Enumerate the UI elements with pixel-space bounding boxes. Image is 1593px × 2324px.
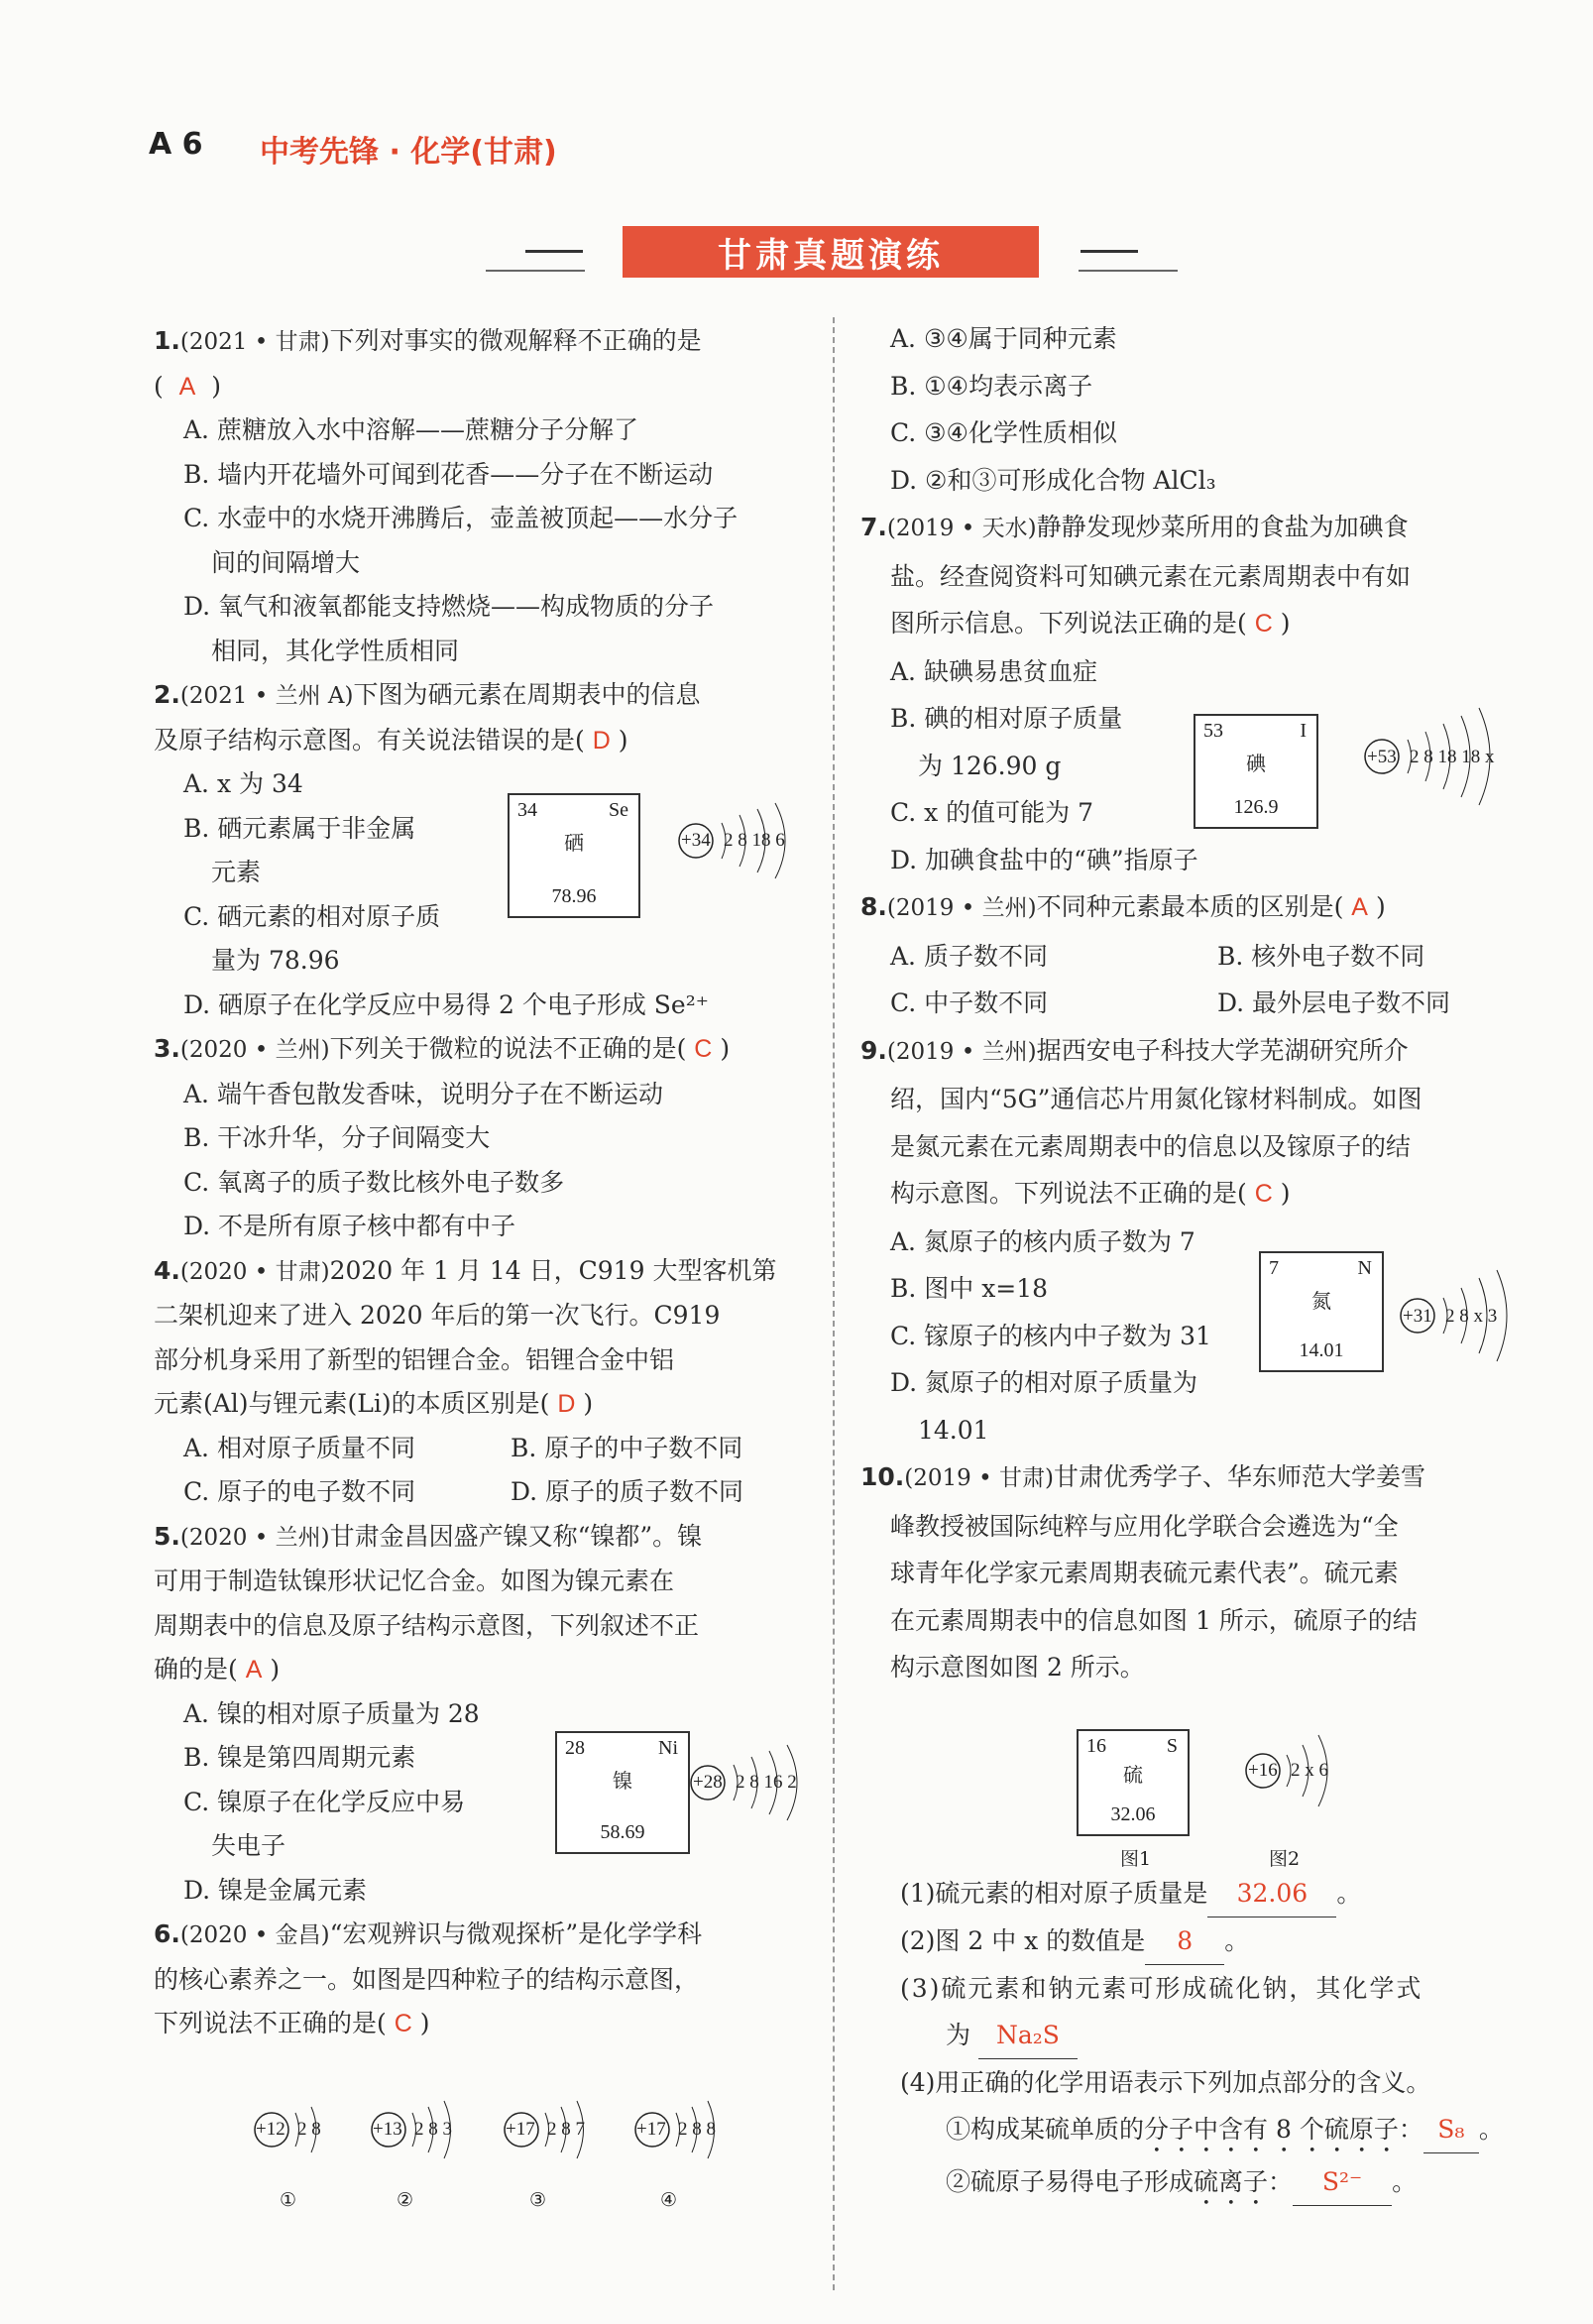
- q1-answer: A: [178, 372, 196, 401]
- q10-stem-4: 在元素周期表中的信息如图 1 所示，硫原子的结: [890, 1605, 1418, 1635]
- q10-sub-3: (3)硫元素和钠元素可形成硫化钠，其化学式: [900, 1974, 1423, 2003]
- q2-option-c-cont: 量为 78.96: [211, 946, 340, 975]
- figure-2-caption: 图2: [1269, 1848, 1301, 1870]
- q3-option-d: D. 不是所有原子核中都有中子: [183, 1212, 516, 1240]
- q10-answer-4b: S²⁻: [1293, 2158, 1392, 2206]
- q4-answer: D: [557, 1390, 576, 1418]
- q9-option-a: A. 氮原子的核内质子数为 7: [890, 1226, 1195, 1256]
- q6-stem-3: 下列说法不正确的是( C ): [154, 2009, 430, 2037]
- q7-option-a: A. 缺碘易患贫血症: [890, 656, 1097, 686]
- q5-stem-3: 周期表中的信息及原子结构示意图，下列叙述不正: [154, 1610, 700, 1640]
- selenium-element-card: 34 Se 硒 78.96: [508, 793, 640, 918]
- figure-1-caption: 图1: [1120, 1848, 1152, 1870]
- q5-option-d: D. 镍是金属元素: [183, 1875, 368, 1905]
- page-number: A 6: [149, 127, 203, 162]
- q2-option-c: C. 硒元素的相对原子质: [183, 901, 441, 931]
- nitrogen-element-card: 7 N 氮 14.01: [1259, 1251, 1384, 1372]
- banner-rule-left: [525, 250, 583, 253]
- q5-stem: 5.(2020 • 兰州)甘肃金昌因盛产镍又称“镍都”。镍: [154, 1521, 703, 1551]
- q1-option-b: B. 墙内开花墙外可闻到花香——分子在不断运动: [183, 459, 714, 489]
- q5-option-c-cont: 失电子: [211, 1831, 286, 1860]
- q9-option-d-cont: 14.01: [918, 1415, 989, 1445]
- q5-stem-4: 确的是( A ): [154, 1655, 281, 1684]
- q4-options-ab: A. 相对原子质量不同 B. 原子的中子数不同: [183, 1433, 743, 1462]
- q1-option-a: A. 蔗糖放入水中溶解——蔗糖分子分解了: [183, 415, 638, 444]
- q4-stem-2: 二架机迎来了进入 2020 年后的第一次飞行。C919: [154, 1301, 721, 1330]
- q10-stem: 10.(2019 • 甘肃)甘肃优秀学子、华东师范大学姜雪: [860, 1462, 1425, 1491]
- q1-stem: 1.(2021 • 甘肃)下列对事实的微观解释不正确的是: [154, 326, 702, 355]
- q9-stem-2: 绍，国内“5G”通信芯片用氮化镓材料制成。如图: [890, 1085, 1422, 1113]
- q8-stem: 8.(2019 • 兰州)不同种元素最本质的区别是( A ): [860, 892, 1386, 921]
- q7-stem-3: 图所示信息。下列说法正确的是( C ): [890, 609, 1291, 638]
- q10-sub-3-cont: 为 Na₂S: [900, 2012, 1535, 2059]
- q4-stem-4: 元素(Al)与锂元素(Li)的本质区别是( D ): [154, 1389, 594, 1418]
- q5-option-b: B. 镍是第四周期元素: [183, 1743, 416, 1772]
- q10-subquestions: [900, 1870, 1535, 2211]
- q2-answer: D: [592, 726, 611, 755]
- q7-answer: C: [1254, 610, 1273, 638]
- nickel-element-card: 28 Ni 镍 58.69: [555, 1731, 690, 1854]
- q4-options-cd: C. 原子的电子数不同 D. 原子的质子数不同: [183, 1477, 744, 1506]
- q2-stem: 2.(2021 • 兰州 A)下图为硒元素在周期表中的信息: [154, 680, 701, 709]
- q8-options-ab: A. 质子数不同 B. 核外电子数不同: [890, 941, 1425, 971]
- q1-option-c-cont: 间的间隔增大: [211, 547, 361, 577]
- q10-answer-1: 32.06: [1207, 1870, 1336, 1917]
- q1-option-d: D. 氧气和液氧都能支持燃烧——构成物质的分子: [183, 592, 715, 621]
- q2-option-a: A. x 为 34: [183, 769, 303, 798]
- q6-option-b: B. ①④均表示离子: [890, 371, 1093, 401]
- q3-stem: 3.(2020 • 兰州)下列关于微粒的说法不正确的是( C ): [154, 1034, 731, 1063]
- q1-answer-line: ( A ): [154, 371, 222, 401]
- section-banner: 甘肃真题演练: [623, 226, 1039, 278]
- q2-stem-2: 及原子结构示意图。有关说法错误的是( D ): [154, 725, 628, 755]
- q6-option-c: C. ③④化学性质相似: [890, 418, 1117, 447]
- q1-option-d-cont: 相同，其化学性质相同: [211, 636, 460, 665]
- q7-option-d: D. 加碘食盐中的“碘”指原子: [890, 845, 1198, 874]
- q7-option-b-cont: 为 126.90 g: [918, 751, 1062, 780]
- q10-answer-2: 8: [1145, 1917, 1224, 1965]
- iodine-element-card: 53 I 碘 126.9: [1194, 714, 1318, 829]
- q7-stem: 7.(2019 • 天水)静静发现炒菜所用的食盐为加碘食: [860, 513, 1409, 541]
- q10-answer-4a: S₈: [1423, 2106, 1479, 2153]
- q3-answer: C: [694, 1035, 713, 1063]
- q9-option-d: D. 氮原子的相对原子质量为: [890, 1368, 1198, 1397]
- right-column: [860, 315, 1515, 1691]
- q7-option-c: C. x 的值可能为 7: [890, 798, 1094, 827]
- q9-option-b: B. 图中 x=18: [890, 1274, 1049, 1303]
- q10-sub-4a: ①构成某硫单质的分子中含有 8 个硫原子： S₈ 。: [900, 2106, 1535, 2158]
- q9-option-c: C. 镓原子的核内中子数为 31: [890, 1321, 1211, 1350]
- q10-sub-2: (2)图 2 中 x 的数值是 8 。: [900, 1917, 1535, 1965]
- q6-stem: 6.(2020 • 金昌)“宏观辨识与微观探析”是化学学科: [154, 1919, 703, 1948]
- q5-option-c: C. 镍原子在化学反应中易: [183, 1787, 466, 1816]
- q3-option-c: C. 氧离子的质子数比核外电子数多: [183, 1167, 565, 1197]
- q9-answer: C: [1254, 1180, 1273, 1208]
- q10-stem-5: 构示意图如图 2 所示。: [890, 1653, 1145, 1682]
- q2-option-d: D. 硒原子在化学反应中易得 2 个电子形成 Se²⁺: [183, 989, 709, 1019]
- banner-rule-right: [1081, 250, 1138, 253]
- q7-stem-2: 盐。经查阅资料可知碘元素在元素周期表中有如: [890, 561, 1412, 591]
- q10-sub-4: (4)用正确的化学用语表示下列加点部分的含义。: [900, 2068, 1431, 2097]
- q10-answer-3: Na₂S: [978, 2012, 1078, 2059]
- q6-stem-2: 的核心素养之一。如图是四种粒子的结构示意图，: [154, 1964, 700, 1994]
- q4-stem-3: 部分机身采用了新型的铝锂合金。铝锂合金中铝: [154, 1344, 675, 1374]
- q1-option-c: C. 水壶中的水烧开沸腾后，壶盖被顶起——水分子: [183, 504, 739, 532]
- q6-option-a: A. ③④属于同种元素: [890, 324, 1117, 353]
- q2-option-b: B. 硒元素属于非金属: [183, 813, 416, 843]
- q10-sub-4b: ②硫原子易得电子形成硫离子： S²⁻ 。: [900, 2158, 1535, 2211]
- banner-rule-left-2: [486, 270, 585, 272]
- q9-stem-3: 是氮元素在元素周期表中的信息以及镓原子的结: [890, 1131, 1412, 1161]
- q7-option-b: B. 碘的相对原子质量: [890, 704, 1123, 733]
- sulfur-element-card: 16 S 硫 32.06: [1077, 1729, 1190, 1836]
- q6-option-d: D. ②和③可形成化合物 AlCl₃: [890, 465, 1216, 495]
- q2-option-b-cont: 元素: [211, 858, 262, 886]
- q10-stem-3: 球青年化学家元素周期表硫元素代表”。硫元素: [890, 1559, 1399, 1587]
- q5-answer: A: [245, 1656, 263, 1684]
- banner-rule-right-2: [1079, 270, 1178, 272]
- q8-options-cd: C. 中子数不同 D. 最外层电子数不同: [890, 988, 1451, 1017]
- q8-answer: A: [1351, 893, 1368, 921]
- q10-stem-2: 峰教授被国际纯粹与应用化学联合会遴选为“全: [890, 1511, 1399, 1541]
- q4-stem: 4.(2020 • 甘肃)2020 年 1 月 14 日，C919 大型客机第: [154, 1255, 777, 1285]
- q10-sub-1: (1)硫元素的相对原子质量是 32.06 。: [900, 1870, 1535, 1917]
- column-separator: [833, 317, 835, 2290]
- q3-option-b: B. 干冰升华，分子间隔变大: [183, 1123, 491, 1152]
- q9-stem: 9.(2019 • 兰州)据西安电子科技大学芜湖研究所介: [860, 1035, 1409, 1065]
- q5-stem-2: 可用于制造钛镍形状记忆合金。如图为镍元素在: [154, 1567, 675, 1595]
- q3-option-a: A. 端午香包散发香味，说明分子在不断运动: [183, 1079, 663, 1108]
- q5-option-a: A. 镍的相对原子质量为 28: [183, 1698, 480, 1728]
- q6-answer: C: [394, 2010, 412, 2037]
- q9-stem-4: 构示意图。下列说法不正确的是( C ): [890, 1179, 1291, 1208]
- book-title: 中考先锋 · 化学(甘肃): [260, 135, 557, 170]
